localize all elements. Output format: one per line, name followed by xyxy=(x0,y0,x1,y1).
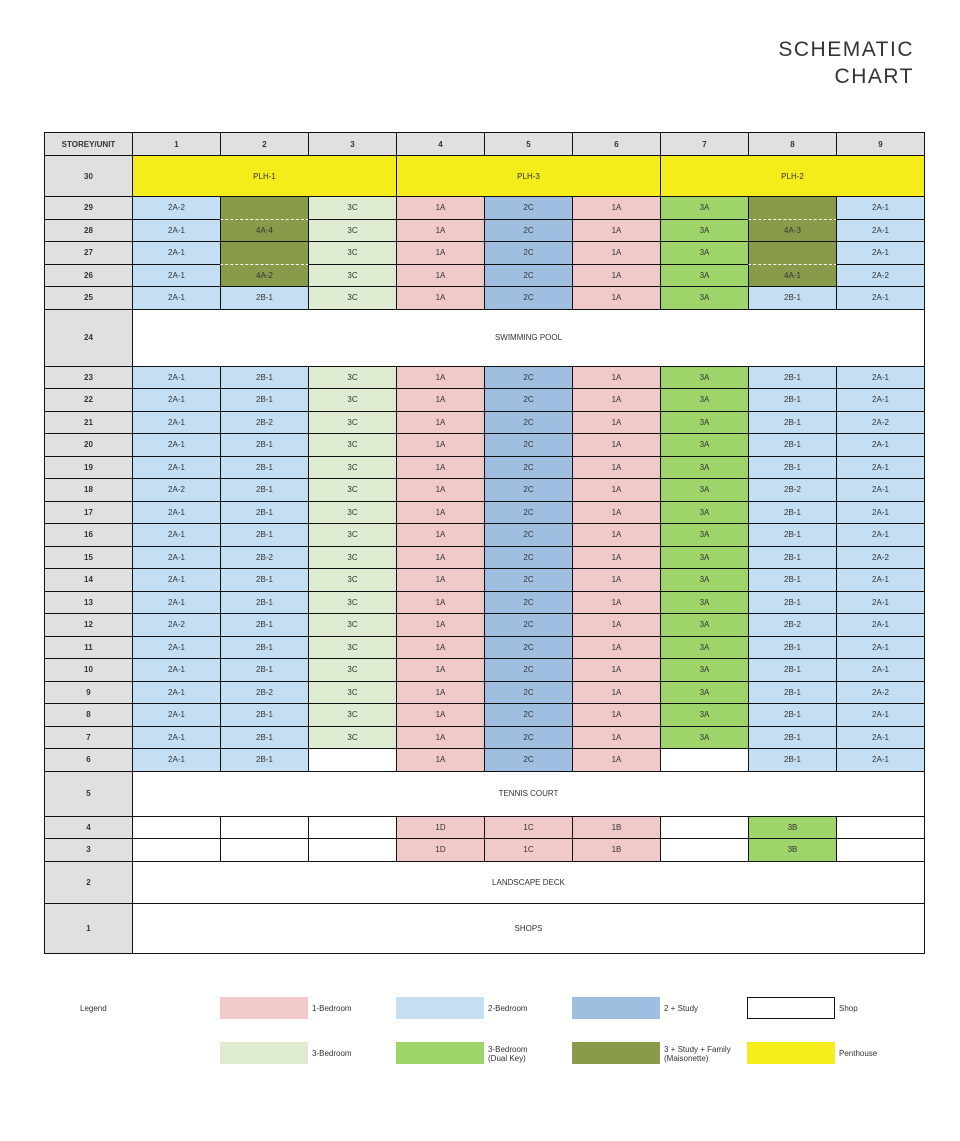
unit-cell: 2A-2 xyxy=(836,411,925,435)
unit-cell: 1A xyxy=(396,681,485,705)
storey-label-29: 29 xyxy=(44,196,133,220)
unit-cell: 3C xyxy=(308,366,397,390)
unit-cell: 2C xyxy=(484,703,573,727)
unit-cell xyxy=(132,816,221,840)
penthouse-plh-1: PLH-1 xyxy=(132,155,397,197)
unit-cell: 2A-1 xyxy=(132,726,221,750)
unit-cell: 2C xyxy=(484,613,573,637)
storey-label-18: 18 xyxy=(44,478,133,502)
unit-cell: 3C xyxy=(308,411,397,435)
unit-cell: 2B-1 xyxy=(220,703,309,727)
unit-cell: 3A xyxy=(660,703,749,727)
unit-cell: 2B-1 xyxy=(748,658,837,682)
unit-cell xyxy=(660,816,749,840)
storey-label-2: 2 xyxy=(44,861,133,904)
header-unit-9: 9 xyxy=(836,132,925,156)
unit-cell: 1A xyxy=(572,748,661,772)
unit-cell: 3C xyxy=(308,658,397,682)
unit-cell: 1A xyxy=(572,219,661,243)
storey-label-22: 22 xyxy=(44,388,133,412)
unit-cell: 1A xyxy=(572,726,661,750)
legend-swatch-3bed xyxy=(220,1042,308,1064)
unit-cell: 1A xyxy=(396,411,485,435)
storey-label-20: 20 xyxy=(44,433,133,457)
unit-cell: 2C xyxy=(484,241,573,265)
unit-cell: 3A xyxy=(660,196,749,220)
unit-cell: 3C xyxy=(308,726,397,750)
unit-cell: 3C xyxy=(308,703,397,727)
unit-cell: 2A-1 xyxy=(836,501,925,525)
unit-cell: 1A xyxy=(572,478,661,502)
unit-cell: 2A-2 xyxy=(836,264,925,288)
unit-cell: 2B-1 xyxy=(748,568,837,592)
unit-cell: 3C xyxy=(308,568,397,592)
storey-label-30: 30 xyxy=(44,155,133,197)
unit-cell: 1C xyxy=(484,838,573,862)
storey-label-9: 9 xyxy=(44,681,133,705)
unit-cell: 2A-1 xyxy=(132,501,221,525)
unit-cell: 2B-1 xyxy=(220,748,309,772)
unit-cell: 3A xyxy=(660,546,749,570)
unit-cell: 2A-1 xyxy=(132,681,221,705)
facility-tennis-court: TENNIS COURT xyxy=(132,771,925,817)
unit-cell: 2B-2 xyxy=(220,681,309,705)
unit-cell: 2A-2 xyxy=(836,681,925,705)
unit-cell: 2A-1 xyxy=(132,568,221,592)
storey-label-5: 5 xyxy=(44,771,133,817)
unit-cell: 2B-1 xyxy=(220,726,309,750)
unit-cell: 3C xyxy=(308,523,397,547)
unit-cell: 2B-2 xyxy=(748,478,837,502)
unit-cell: 3A xyxy=(660,388,749,412)
storey-label-17: 17 xyxy=(44,501,133,525)
unit-cell: 1A xyxy=(572,433,661,457)
unit-cell: 2C xyxy=(484,286,573,310)
unit-cell: 2B-1 xyxy=(220,478,309,502)
title-line-2: CHART xyxy=(834,65,914,88)
unit-cell: 2B-1 xyxy=(748,546,837,570)
unit-cell xyxy=(220,196,309,220)
unit-cell: 2A-1 xyxy=(836,388,925,412)
storey-label-10: 10 xyxy=(44,658,133,682)
unit-cell: 1A xyxy=(572,636,661,660)
title-line-1: SCHEMATIC xyxy=(778,38,914,61)
unit-cell: 1D xyxy=(396,838,485,862)
unit-cell: 2A-1 xyxy=(132,748,221,772)
unit-cell: 1A xyxy=(572,703,661,727)
unit-cell: 2B-1 xyxy=(748,433,837,457)
unit-cell: 2B-1 xyxy=(220,591,309,615)
unit-cell: 4A-1 xyxy=(748,264,837,288)
unit-cell: 2B-1 xyxy=(220,366,309,390)
unit-cell: 2C xyxy=(484,591,573,615)
unit-cell: 3C xyxy=(308,286,397,310)
unit-cell: 1A xyxy=(396,366,485,390)
unit-cell: 1A xyxy=(396,433,485,457)
unit-cell: 3B xyxy=(748,816,837,840)
legend-swatch-2st xyxy=(572,997,660,1019)
unit-cell: 1A xyxy=(396,241,485,265)
unit-cell: 1A xyxy=(396,196,485,220)
unit-cell: 1A xyxy=(572,456,661,480)
unit-cell: 2B-1 xyxy=(748,366,837,390)
unit-cell: 2A-1 xyxy=(132,219,221,243)
unit-cell: 2A-1 xyxy=(836,196,925,220)
legend-swatch-mais xyxy=(572,1042,660,1064)
unit-cell: 1A xyxy=(572,411,661,435)
unit-cell: 2C xyxy=(484,748,573,772)
header-unit-4: 4 xyxy=(396,132,485,156)
unit-cell: 1A xyxy=(396,703,485,727)
unit-cell: 3A xyxy=(660,591,749,615)
unit-cell xyxy=(308,748,397,772)
unit-cell: 2C xyxy=(484,219,573,243)
unit-cell: 2A-1 xyxy=(132,388,221,412)
unit-cell: 3A xyxy=(660,264,749,288)
unit-cell: 2A-1 xyxy=(132,658,221,682)
unit-cell: 1A xyxy=(572,591,661,615)
unit-cell: 3B xyxy=(748,838,837,862)
unit-cell: 2B-1 xyxy=(220,523,309,547)
storey-label-26: 26 xyxy=(44,264,133,288)
page-title xyxy=(778,36,914,90)
unit-cell: 3A xyxy=(660,636,749,660)
storey-label-19: 19 xyxy=(44,456,133,480)
storey-label-16: 16 xyxy=(44,523,133,547)
unit-cell: 4A-3 xyxy=(748,219,837,243)
unit-cell: 2C xyxy=(484,456,573,480)
storey-label-14: 14 xyxy=(44,568,133,592)
unit-cell: 3A xyxy=(660,501,749,525)
header-unit-6: 6 xyxy=(572,132,661,156)
unit-cell: 2B-1 xyxy=(748,411,837,435)
header-unit-2: 2 xyxy=(220,132,309,156)
unit-cell xyxy=(748,241,837,265)
storey-label-3: 3 xyxy=(44,838,133,862)
unit-cell: 2B-1 xyxy=(220,613,309,637)
header-unit-1: 1 xyxy=(132,132,221,156)
unit-cell: 3A xyxy=(660,366,749,390)
unit-cell: 1A xyxy=(396,388,485,412)
unit-cell: 1B xyxy=(572,838,661,862)
unit-cell: 2A-1 xyxy=(836,613,925,637)
legend-label-2st: 2 + Study xyxy=(664,1004,699,1013)
unit-cell: 3C xyxy=(308,501,397,525)
unit-cell: 2A-1 xyxy=(836,366,925,390)
unit-cell: 2C xyxy=(484,433,573,457)
unit-cell: 1A xyxy=(396,478,485,502)
unit-cell: 2A-1 xyxy=(132,264,221,288)
unit-cell: 2B-1 xyxy=(748,703,837,727)
unit-cell: 1A xyxy=(572,546,661,570)
legend-label-pent: Penthouse xyxy=(839,1049,878,1058)
unit-cell: 2C xyxy=(484,726,573,750)
unit-cell: 3C xyxy=(308,681,397,705)
unit-cell: 2A-1 xyxy=(836,636,925,660)
unit-cell: 3A xyxy=(660,241,749,265)
unit-cell: 2A-2 xyxy=(836,546,925,570)
unit-cell: 2C xyxy=(484,501,573,525)
unit-cell: 4A-2 xyxy=(220,264,309,288)
storey-label-6: 6 xyxy=(44,748,133,772)
unit-cell: 2A-1 xyxy=(836,286,925,310)
unit-cell: 2B-1 xyxy=(748,748,837,772)
storey-label-8: 8 xyxy=(44,703,133,727)
unit-cell: 3A xyxy=(660,456,749,480)
legend-label-mais: 3 + Study + Family (Maisonette) xyxy=(664,1045,731,1063)
unit-cell: 1A xyxy=(572,568,661,592)
unit-cell: 2B-1 xyxy=(220,433,309,457)
unit-cell: 1A xyxy=(396,219,485,243)
unit-cell: 3A xyxy=(660,219,749,243)
storey-label-28: 28 xyxy=(44,219,133,243)
unit-cell: 2B-1 xyxy=(748,726,837,750)
unit-cell: 1A xyxy=(396,546,485,570)
storey-label-24: 24 xyxy=(44,309,133,367)
unit-cell: 3A xyxy=(660,411,749,435)
unit-cell: 3A xyxy=(660,568,749,592)
storey-label-27: 27 xyxy=(44,241,133,265)
unit-cell: 2B-1 xyxy=(748,286,837,310)
unit-cell: 3C xyxy=(308,613,397,637)
legend-label-1bed: 1-Bedroom xyxy=(312,1004,352,1013)
storey-label-11: 11 xyxy=(44,636,133,660)
unit-cell: 2C xyxy=(484,546,573,570)
unit-cell: 2C xyxy=(484,411,573,435)
legend-swatch-pent xyxy=(747,1042,835,1064)
unit-cell: 2A-2 xyxy=(132,196,221,220)
legend-swatch-shop xyxy=(747,997,835,1019)
unit-cell xyxy=(132,838,221,862)
unit-cell: 1A xyxy=(396,636,485,660)
header-unit-8: 8 xyxy=(748,132,837,156)
unit-cell: 2A-1 xyxy=(132,241,221,265)
unit-cell: 1A xyxy=(572,658,661,682)
legend-label-3bed: 3-Bedroom xyxy=(312,1049,352,1058)
unit-cell: 3A xyxy=(660,478,749,502)
unit-cell: 1A xyxy=(396,568,485,592)
unit-cell: 1A xyxy=(396,613,485,637)
unit-cell: 3A xyxy=(660,613,749,637)
unit-cell: 2A-1 xyxy=(836,219,925,243)
unit-cell: 2B-1 xyxy=(220,501,309,525)
unit-cell: 1A xyxy=(396,501,485,525)
unit-cell: 1A xyxy=(572,681,661,705)
unit-cell: 2B-1 xyxy=(748,523,837,547)
storey-label-23: 23 xyxy=(44,366,133,390)
unit-cell: 4A-4 xyxy=(220,219,309,243)
unit-cell: 2A-1 xyxy=(132,286,221,310)
unit-cell: 2C xyxy=(484,264,573,288)
facility-shops: SHOPS xyxy=(132,903,925,954)
unit-cell: 2B-1 xyxy=(748,388,837,412)
unit-cell: 1A xyxy=(396,523,485,547)
unit-cell xyxy=(660,838,749,862)
penthouse-plh-3: PLH-3 xyxy=(396,155,661,197)
unit-cell: 1A xyxy=(572,366,661,390)
unit-cell: 1A xyxy=(572,523,661,547)
unit-cell: 2C xyxy=(484,478,573,502)
unit-cell: 2C xyxy=(484,658,573,682)
unit-cell: 2B-1 xyxy=(748,501,837,525)
unit-cell: 2A-1 xyxy=(836,703,925,727)
unit-cell: 2A-2 xyxy=(132,613,221,637)
penthouse-plh-2: PLH-2 xyxy=(660,155,925,197)
unit-cell xyxy=(748,196,837,220)
unit-cell: 1A xyxy=(572,241,661,265)
unit-cell: 2B-2 xyxy=(220,546,309,570)
unit-cell: 2A-1 xyxy=(132,636,221,660)
unit-cell: 1A xyxy=(572,501,661,525)
unit-cell: 2C xyxy=(484,681,573,705)
unit-cell: 3C xyxy=(308,264,397,288)
unit-cell: 2A-1 xyxy=(836,748,925,772)
header-unit-5: 5 xyxy=(484,132,573,156)
legend-title: Legend xyxy=(80,1004,107,1013)
unit-cell: 2A-1 xyxy=(836,591,925,615)
storey-label-1: 1 xyxy=(44,903,133,954)
unit-cell xyxy=(308,816,397,840)
unit-cell: 2C xyxy=(484,568,573,592)
unit-cell: 1A xyxy=(572,388,661,412)
unit-cell: 2B-1 xyxy=(220,636,309,660)
unit-cell: 3A xyxy=(660,523,749,547)
unit-cell: 1A xyxy=(396,726,485,750)
unit-cell xyxy=(220,838,309,862)
unit-cell: 2C xyxy=(484,523,573,547)
unit-cell: 2A-1 xyxy=(132,456,221,480)
unit-cell: 2A-1 xyxy=(132,523,221,547)
legend-label-2bed: 2-Bedroom xyxy=(488,1004,528,1013)
unit-cell: 3A xyxy=(660,681,749,705)
unit-cell: 2A-1 xyxy=(836,478,925,502)
unit-cell xyxy=(308,838,397,862)
unit-cell: 2B-1 xyxy=(220,658,309,682)
unit-cell: 3C xyxy=(308,456,397,480)
unit-cell: 3C xyxy=(308,241,397,265)
unit-cell: 2A-1 xyxy=(132,591,221,615)
unit-cell: 2A-1 xyxy=(132,703,221,727)
unit-cell: 3C xyxy=(308,478,397,502)
facility-swimming-pool: SWIMMING POOL xyxy=(132,309,925,367)
header-unit-7: 7 xyxy=(660,132,749,156)
unit-cell: 2B-1 xyxy=(748,591,837,615)
legend-swatch-1bed xyxy=(220,997,308,1019)
unit-cell: 2A-1 xyxy=(836,241,925,265)
unit-cell: 3A xyxy=(660,433,749,457)
unit-cell: 1A xyxy=(396,748,485,772)
unit-cell: 1A xyxy=(396,264,485,288)
unit-cell: 3A xyxy=(660,286,749,310)
unit-cell: 3A xyxy=(660,658,749,682)
unit-cell: 3C xyxy=(308,591,397,615)
unit-cell: 2C xyxy=(484,196,573,220)
unit-cell xyxy=(220,241,309,265)
unit-cell: 3C xyxy=(308,433,397,457)
unit-cell: 1A xyxy=(396,286,485,310)
unit-cell: 2C xyxy=(484,366,573,390)
facility-landscape-deck: LANDSCAPE DECK xyxy=(132,861,925,904)
unit-cell: 1A xyxy=(572,264,661,288)
legend-swatch-2bed xyxy=(396,997,484,1019)
unit-cell: 1B xyxy=(572,816,661,840)
unit-cell: 2B-1 xyxy=(748,456,837,480)
unit-cell: 2C xyxy=(484,636,573,660)
unit-cell: 1A xyxy=(572,286,661,310)
unit-cell: 1A xyxy=(396,456,485,480)
storey-label-21: 21 xyxy=(44,411,133,435)
unit-cell: 3C xyxy=(308,636,397,660)
unit-cell: 2B-1 xyxy=(220,568,309,592)
unit-cell: 1A xyxy=(396,591,485,615)
storey-label-13: 13 xyxy=(44,591,133,615)
legend-label-shop: Shop xyxy=(839,1004,858,1013)
unit-cell: 2B-1 xyxy=(220,456,309,480)
unit-cell xyxy=(836,816,925,840)
header-unit-3: 3 xyxy=(308,132,397,156)
unit-cell: 2B-1 xyxy=(748,636,837,660)
unit-cell xyxy=(660,748,749,772)
storey-label-25: 25 xyxy=(44,286,133,310)
unit-cell xyxy=(220,816,309,840)
unit-cell: 2A-1 xyxy=(836,456,925,480)
unit-cell: 3C xyxy=(308,546,397,570)
unit-cell: 2B-2 xyxy=(748,613,837,637)
schematic-table xyxy=(44,132,924,954)
unit-cell: 2A-1 xyxy=(836,726,925,750)
unit-cell: 1A xyxy=(572,613,661,637)
unit-cell: 2A-1 xyxy=(836,433,925,457)
unit-cell: 3C xyxy=(308,196,397,220)
unit-cell: 3C xyxy=(308,219,397,243)
unit-cell: 3A xyxy=(660,726,749,750)
unit-cell: 1A xyxy=(572,196,661,220)
unit-cell: 2A-1 xyxy=(836,568,925,592)
header-storey-unit: STOREY/UNIT xyxy=(44,132,133,156)
unit-cell: 2B-1 xyxy=(220,286,309,310)
unit-cell: 2A-1 xyxy=(836,523,925,547)
unit-cell: 1C xyxy=(484,816,573,840)
unit-cell: 1D xyxy=(396,816,485,840)
unit-cell: 3C xyxy=(308,388,397,412)
unit-cell: 2A-1 xyxy=(132,411,221,435)
unit-cell xyxy=(836,838,925,862)
unit-cell: 1A xyxy=(396,658,485,682)
unit-cell: 2C xyxy=(484,388,573,412)
unit-cell: 2A-1 xyxy=(132,546,221,570)
unit-cell: 2B-1 xyxy=(220,388,309,412)
unit-cell: 2B-1 xyxy=(748,681,837,705)
legend-label-3dk: 3-Bedroom (Dual Key) xyxy=(488,1045,528,1063)
unit-cell: 2A-1 xyxy=(836,658,925,682)
unit-cell: 2A-1 xyxy=(132,366,221,390)
unit-cell: 2B-2 xyxy=(220,411,309,435)
storey-label-15: 15 xyxy=(44,546,133,570)
unit-cell: 2A-1 xyxy=(132,433,221,457)
storey-label-7: 7 xyxy=(44,726,133,750)
unit-cell: 2A-2 xyxy=(132,478,221,502)
storey-label-4: 4 xyxy=(44,816,133,840)
legend-swatch-3dk xyxy=(396,1042,484,1064)
storey-label-12: 12 xyxy=(44,613,133,637)
